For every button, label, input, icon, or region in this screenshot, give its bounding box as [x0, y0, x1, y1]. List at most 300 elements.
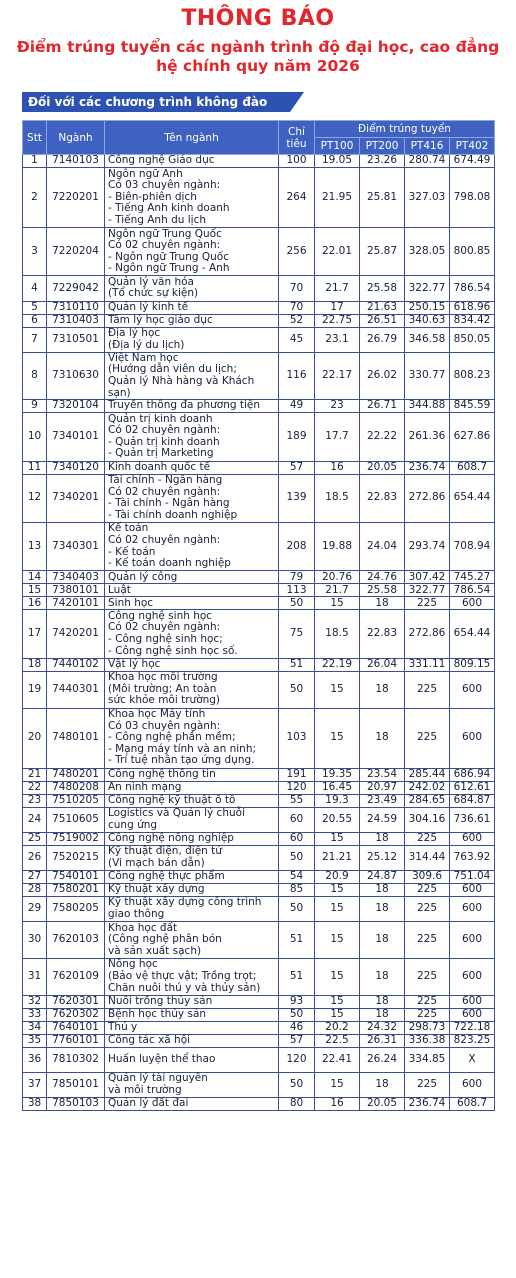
- cell-pt416: 336.38: [405, 1034, 450, 1047]
- cell-pt200: 22.83: [360, 474, 405, 522]
- cell-pt100: 21.7: [315, 584, 360, 597]
- header-name: Tên ngành: [105, 121, 279, 155]
- cell-pt416: 225: [405, 883, 450, 896]
- cell-pt100: 15: [315, 597, 360, 610]
- cell-quota: 57: [279, 461, 315, 474]
- cell-name: Quản lý công: [105, 571, 279, 584]
- table-row: [23, 832, 495, 845]
- cell-quota: 100: [279, 155, 315, 168]
- cell-pt402: 786.54: [450, 584, 495, 597]
- cell-pt416: 284.65: [405, 794, 450, 807]
- table-row: [23, 708, 495, 768]
- cell-code: 7440102: [47, 658, 105, 671]
- table-row: [23, 276, 495, 301]
- cell-quota: 49: [279, 400, 315, 413]
- cell-pt100: 22.41: [315, 1047, 360, 1072]
- cell-code: 7580205: [47, 896, 105, 921]
- cell-pt402: 618.96: [450, 301, 495, 314]
- cell-code: 7420201: [47, 610, 105, 658]
- cell-pt200: 18: [360, 995, 405, 1008]
- cell-quota: 51: [279, 958, 315, 995]
- table-row: [23, 671, 495, 708]
- cell-pt200: 18: [360, 883, 405, 896]
- cell-stt: 38: [23, 1098, 47, 1111]
- cell-pt416: 236.74: [405, 461, 450, 474]
- cell-pt100: 15: [315, 1008, 360, 1021]
- cell-stt: 23: [23, 794, 47, 807]
- cell-quota: 50: [279, 1072, 315, 1097]
- cell-quota: 139: [279, 474, 315, 522]
- cell-stt: 5: [23, 301, 47, 314]
- cell-code: 7140103: [47, 155, 105, 168]
- cell-stt: 27: [23, 870, 47, 883]
- cell-stt: 22: [23, 781, 47, 794]
- cell-pt402: 600: [450, 896, 495, 921]
- cell-pt416: 322.77: [405, 584, 450, 597]
- cell-pt416: 304.16: [405, 807, 450, 832]
- cell-pt100: 16: [315, 1098, 360, 1111]
- cell-stt: 24: [23, 807, 47, 832]
- cell-name: Kinh doanh quốc tế: [105, 461, 279, 474]
- admission-score-table: [22, 120, 495, 1111]
- cell-pt200: 26.04: [360, 658, 405, 671]
- table-row: [23, 896, 495, 921]
- cell-stt: 36: [23, 1047, 47, 1072]
- cell-quota: 256: [279, 228, 315, 276]
- cell-stt: 6: [23, 314, 47, 327]
- cell-pt402: 600: [450, 883, 495, 896]
- cell-quota: 85: [279, 883, 315, 896]
- cell-name: Tài chính - Ngân hàng Có 02 chuyên ngành: - Tài chính - Ngân hàng - Tài chính doanh nghiệp: [105, 474, 279, 522]
- cell-code: 7340101: [47, 413, 105, 461]
- header-pt100: PT100: [315, 138, 360, 155]
- cell-quota: 57: [279, 1034, 315, 1047]
- cell-pt402: 834.42: [450, 314, 495, 327]
- cell-name: Việt Nam học (Hướng dẫn viên du lịch; Quản lý Nhà hàng và Khách sạn): [105, 352, 279, 399]
- cell-code: 7760101: [47, 1034, 105, 1047]
- cell-stt: 3: [23, 228, 47, 276]
- cell-pt100: 23.1: [315, 327, 360, 352]
- cell-pt100: 19.35: [315, 768, 360, 781]
- cell-stt: 21: [23, 768, 47, 781]
- cell-pt416: 225: [405, 958, 450, 995]
- cell-stt: 33: [23, 1008, 47, 1021]
- cell-quota: 264: [279, 168, 315, 228]
- cell-code: 7580201: [47, 883, 105, 896]
- cell-pt100: 15: [315, 883, 360, 896]
- cell-pt416: 331.11: [405, 658, 450, 671]
- cell-quota: 103: [279, 708, 315, 768]
- table-row: [23, 1072, 495, 1097]
- cell-quota: 51: [279, 658, 315, 671]
- cell-name: An ninh mạng: [105, 781, 279, 794]
- cell-pt100: 16.45: [315, 781, 360, 794]
- header-stt: Stt: [23, 121, 47, 155]
- cell-pt416: 225: [405, 597, 450, 610]
- table-row: [23, 768, 495, 781]
- notice-title: THÔNG BÁO: [181, 6, 335, 31]
- cell-code: 7620301: [47, 995, 105, 1008]
- cell-pt416: 314.44: [405, 845, 450, 870]
- cell-pt402: 845.59: [450, 400, 495, 413]
- cell-quota: 45: [279, 327, 315, 352]
- cell-quota: 55: [279, 794, 315, 807]
- cell-pt200: 25.58: [360, 276, 405, 301]
- cell-pt416: 242.02: [405, 781, 450, 794]
- subtitle-line-2: hệ chính quy năm 2026: [156, 57, 360, 75]
- cell-name: Quản lý văn hóa (Tổ chức sự kiện): [105, 276, 279, 301]
- cell-pt100: 20.55: [315, 807, 360, 832]
- cell-pt200: 18: [360, 708, 405, 768]
- cell-quota: 60: [279, 832, 315, 845]
- table-row: [23, 1008, 495, 1021]
- cell-name: Quản lý đất đai: [105, 1098, 279, 1111]
- table-row: [23, 845, 495, 870]
- cell-pt100: 22.17: [315, 352, 360, 399]
- cell-pt402: 600: [450, 597, 495, 610]
- notice-subtitle: [0, 38, 516, 76]
- cell-code: 7380101: [47, 584, 105, 597]
- cell-code: 7850101: [47, 1072, 105, 1097]
- cell-pt200: 26.51: [360, 314, 405, 327]
- cell-pt100: 15: [315, 1072, 360, 1097]
- cell-code: 7310110: [47, 301, 105, 314]
- cell-pt100: 19.05: [315, 155, 360, 168]
- cell-stt: 17: [23, 610, 47, 658]
- cell-pt100: 15: [315, 671, 360, 708]
- cell-quota: 50: [279, 845, 315, 870]
- cell-pt402: 600: [450, 1072, 495, 1097]
- cell-pt402: 627.86: [450, 413, 495, 461]
- cell-name: Công nghệ thông tin: [105, 768, 279, 781]
- table-row: [23, 597, 495, 610]
- cell-pt200: 18: [360, 1008, 405, 1021]
- cell-quota: 75: [279, 610, 315, 658]
- cell-pt416: 340.63: [405, 314, 450, 327]
- cell-stt: 8: [23, 352, 47, 399]
- cell-pt402: 763.92: [450, 845, 495, 870]
- cell-pt416: 225: [405, 671, 450, 708]
- table-row: [23, 474, 495, 522]
- cell-stt: 20: [23, 708, 47, 768]
- cell-name: Công nghệ thực phẩm: [105, 870, 279, 883]
- cell-name: Quản trị kinh doanh Có 02 chuyên ngành: - Quản trị kinh doanh - Quản trị Marketing: [105, 413, 279, 461]
- cell-stt: 12: [23, 474, 47, 522]
- cell-code: 7420101: [47, 597, 105, 610]
- cell-quota: 51: [279, 922, 315, 959]
- cell-quota: 50: [279, 597, 315, 610]
- table-row: [23, 1098, 495, 1111]
- table-row: [23, 870, 495, 883]
- table-row: [23, 228, 495, 276]
- cell-stt: 9: [23, 400, 47, 413]
- cell-code: 7320104: [47, 400, 105, 413]
- cell-pt200: 18: [360, 832, 405, 845]
- header-pt416: PT416: [405, 138, 450, 155]
- table-row: [23, 1047, 495, 1072]
- cell-pt100: 22.5: [315, 1034, 360, 1047]
- cell-pt100: 17: [315, 301, 360, 314]
- cell-pt200: 26.71: [360, 400, 405, 413]
- cell-pt402: 600: [450, 1008, 495, 1021]
- cell-code: 7310403: [47, 314, 105, 327]
- cell-pt402: 850.05: [450, 327, 495, 352]
- cell-quota: 113: [279, 584, 315, 597]
- cell-pt200: 26.02: [360, 352, 405, 399]
- cell-name: Ngôn ngữ Trung Quốc Có 02 chuyên ngành: - Ngôn ngữ Trung Quốc - Ngôn ngữ Trung - Anh: [105, 228, 279, 276]
- cell-pt200: 25.58: [360, 584, 405, 597]
- cell-quota: 93: [279, 995, 315, 1008]
- cell-name: Ngôn ngữ Anh Có 03 chuyên ngành: - Biên-phiên dịch - Tiếng Anh kinh doanh - Tiếng Anh du lịch: [105, 168, 279, 228]
- cell-stt: 34: [23, 1021, 47, 1034]
- cell-pt100: 15: [315, 832, 360, 845]
- cell-name: Nuôi trồng thủy sản: [105, 995, 279, 1008]
- cell-code: 7620109: [47, 958, 105, 995]
- cell-stt: 26: [23, 845, 47, 870]
- cell-pt200: 24.32: [360, 1021, 405, 1034]
- cell-stt: 1: [23, 155, 47, 168]
- cell-quota: 50: [279, 896, 315, 921]
- cell-stt: 2: [23, 168, 47, 228]
- cell-stt: 7: [23, 327, 47, 352]
- cell-pt416: 344.88: [405, 400, 450, 413]
- cell-pt402: 600: [450, 671, 495, 708]
- cell-code: 7480208: [47, 781, 105, 794]
- cell-stt: 32: [23, 995, 47, 1008]
- cell-pt416: 280.74: [405, 155, 450, 168]
- header-scores: Điểm trúng tuyển: [315, 121, 495, 138]
- cell-pt100: 19.88: [315, 522, 360, 570]
- cell-pt100: 16: [315, 461, 360, 474]
- cell-pt402: 600: [450, 922, 495, 959]
- cell-quota: 70: [279, 276, 315, 301]
- cell-code: 7220201: [47, 168, 105, 228]
- cell-stt: 14: [23, 571, 47, 584]
- cell-pt200: 18: [360, 896, 405, 921]
- cell-code: 7519002: [47, 832, 105, 845]
- table-row: [23, 781, 495, 794]
- cell-name: Kế toán Có 02 chuyên ngành: - Kế toán - Kế toán doanh nghiệp: [105, 522, 279, 570]
- cell-name: Bệnh học thủy sản: [105, 1008, 279, 1021]
- cell-pt100: 17.7: [315, 413, 360, 461]
- cell-pt402: 608.7: [450, 461, 495, 474]
- table-row: [23, 794, 495, 807]
- cell-name: Khoa học môi trường (Môi trường; An toàn sức khỏe môi trường): [105, 671, 279, 708]
- cell-pt416: 346.58: [405, 327, 450, 352]
- cell-name: Vật lý học: [105, 658, 279, 671]
- cell-pt416: 225: [405, 832, 450, 845]
- cell-name: Sinh học: [105, 597, 279, 610]
- cell-pt416: 327.03: [405, 168, 450, 228]
- cell-quota: 80: [279, 1098, 315, 1111]
- cell-pt416: 330.77: [405, 352, 450, 399]
- section-label: Đối với các chương trình không đào: [22, 92, 290, 112]
- cell-pt402: 600: [450, 832, 495, 845]
- cell-code: 7480101: [47, 708, 105, 768]
- cell-pt200: 23.49: [360, 794, 405, 807]
- cell-code: 7340201: [47, 474, 105, 522]
- cell-pt402: 686.94: [450, 768, 495, 781]
- cell-pt402: 654.44: [450, 610, 495, 658]
- cell-stt: 10: [23, 413, 47, 461]
- cell-pt100: 20.9: [315, 870, 360, 883]
- cell-name: Luật: [105, 584, 279, 597]
- cell-stt: 25: [23, 832, 47, 845]
- header-pt402: PT402: [450, 138, 495, 155]
- header-pt200: PT200: [360, 138, 405, 155]
- cell-pt100: 21.21: [315, 845, 360, 870]
- cell-pt200: 20.97: [360, 781, 405, 794]
- cell-code: 7340120: [47, 461, 105, 474]
- cell-pt100: 22.19: [315, 658, 360, 671]
- table-body: [23, 155, 495, 1111]
- table-row: [23, 571, 495, 584]
- header-code: Ngành: [47, 121, 105, 155]
- cell-pt402: 600: [450, 708, 495, 768]
- cell-stt: 30: [23, 922, 47, 959]
- cell-quota: 120: [279, 781, 315, 794]
- cell-stt: 35: [23, 1034, 47, 1047]
- table-row: [23, 958, 495, 995]
- cell-pt402: 823.25: [450, 1034, 495, 1047]
- cell-code: 7620103: [47, 922, 105, 959]
- table-row: [23, 883, 495, 896]
- cell-pt416: 309.6: [405, 870, 450, 883]
- cell-pt100: 15: [315, 708, 360, 768]
- table-row: [23, 584, 495, 597]
- cell-name: Huấn luyện thể thao: [105, 1047, 279, 1072]
- cell-pt402: 751.04: [450, 870, 495, 883]
- cell-name: Khoa học đất (Công nghệ phân bón và sản xuất sạch): [105, 922, 279, 959]
- cell-pt402: 612.61: [450, 781, 495, 794]
- cell-pt416: 272.86: [405, 474, 450, 522]
- cell-pt416: 298.73: [405, 1021, 450, 1034]
- cell-pt402: 736.61: [450, 807, 495, 832]
- cell-name: Truyền thông đa phương tiện: [105, 400, 279, 413]
- table-row: [23, 400, 495, 413]
- cell-pt416: 250.15: [405, 301, 450, 314]
- cell-quota: 54: [279, 870, 315, 883]
- cell-name: Công tác xã hội: [105, 1034, 279, 1047]
- cell-pt200: 24.59: [360, 807, 405, 832]
- cell-pt402: 600: [450, 958, 495, 995]
- table-row: [23, 352, 495, 399]
- cell-stt: 31: [23, 958, 47, 995]
- cell-pt416: 285.44: [405, 768, 450, 781]
- table-row: [23, 327, 495, 352]
- cell-pt402: 600: [450, 995, 495, 1008]
- table-row: [23, 1034, 495, 1047]
- cell-pt200: 21.63: [360, 301, 405, 314]
- cell-name: Logistics và Quản lý chuỗi cung ứng: [105, 807, 279, 832]
- table-row: [23, 807, 495, 832]
- cell-pt200: 23.54: [360, 768, 405, 781]
- cell-pt200: 25.87: [360, 228, 405, 276]
- cell-name: Nông học (Bảo vệ thực vật; Trồng trọt; Chăn nuôi thú y và thủy sản): [105, 958, 279, 995]
- cell-name: Quản lý kinh tế: [105, 301, 279, 314]
- cell-code: 7480201: [47, 768, 105, 781]
- cell-quota: 116: [279, 352, 315, 399]
- cell-quota: 79: [279, 571, 315, 584]
- cell-quota: 50: [279, 671, 315, 708]
- cell-pt416: 272.86: [405, 610, 450, 658]
- cell-pt200: 23.26: [360, 155, 405, 168]
- cell-code: 7440301: [47, 671, 105, 708]
- cell-stt: 29: [23, 896, 47, 921]
- cell-pt416: 225: [405, 1072, 450, 1097]
- table-row: [23, 1021, 495, 1034]
- cell-pt100: 18.5: [315, 474, 360, 522]
- cell-pt100: 20.76: [315, 571, 360, 584]
- cell-pt402: X: [450, 1047, 495, 1072]
- cell-code: 7540101: [47, 870, 105, 883]
- cell-pt100: 22.75: [315, 314, 360, 327]
- cell-pt416: 225: [405, 922, 450, 959]
- table-row: [23, 413, 495, 461]
- cell-stt: 19: [23, 671, 47, 708]
- cell-pt402: 809.15: [450, 658, 495, 671]
- cell-pt200: 22.22: [360, 413, 405, 461]
- cell-quota: 189: [279, 413, 315, 461]
- cell-code: 7310630: [47, 352, 105, 399]
- cell-pt100: 15: [315, 922, 360, 959]
- table-row: [23, 658, 495, 671]
- subtitle-line-1: Điểm trúng tuyển các ngành trình độ đại học, cao đẳng: [16, 38, 500, 56]
- table-row: [23, 922, 495, 959]
- cell-pt402: 708.94: [450, 522, 495, 570]
- cell-code: 7340301: [47, 522, 105, 570]
- cell-pt402: 608.7: [450, 1098, 495, 1111]
- cell-pt200: 25.12: [360, 845, 405, 870]
- cell-stt: 15: [23, 584, 47, 597]
- cell-code: 7620302: [47, 1008, 105, 1021]
- cell-pt200: 22.83: [360, 610, 405, 658]
- cell-pt200: 24.04: [360, 522, 405, 570]
- cell-pt100: 23: [315, 400, 360, 413]
- cell-pt200: 24.76: [360, 571, 405, 584]
- cell-pt200: 20.05: [360, 1098, 405, 1111]
- cell-pt402: 684.87: [450, 794, 495, 807]
- cell-quota: 46: [279, 1021, 315, 1034]
- cell-stt: 4: [23, 276, 47, 301]
- cell-stt: 13: [23, 522, 47, 570]
- table-row: [23, 610, 495, 658]
- cell-pt416: 334.85: [405, 1047, 450, 1072]
- cell-code: 7810302: [47, 1047, 105, 1072]
- cell-pt200: 18: [360, 671, 405, 708]
- cell-pt200: 18: [360, 597, 405, 610]
- cell-name: Công nghệ kỹ thuật ô tô: [105, 794, 279, 807]
- cell-pt416: 225: [405, 1008, 450, 1021]
- cell-quota: 52: [279, 314, 315, 327]
- cell-pt100: 15: [315, 995, 360, 1008]
- cell-pt416: 225: [405, 995, 450, 1008]
- cell-pt402: 800.85: [450, 228, 495, 276]
- cell-pt416: 293.74: [405, 522, 450, 570]
- cell-stt: 37: [23, 1072, 47, 1097]
- cell-name: Kỹ thuật xây dựng công trình giao thông: [105, 896, 279, 921]
- table-row: [23, 301, 495, 314]
- cell-stt: 16: [23, 597, 47, 610]
- cell-name: Công nghệ sinh học Có 02 chuyên ngành: - Công nghệ sinh học; - Công nghệ sinh học số.: [105, 610, 279, 658]
- cell-pt200: 26.79: [360, 327, 405, 352]
- cell-pt402: 674.49: [450, 155, 495, 168]
- cell-name: Kỹ thuật điện, điện tử (Vi mạch bán dẫn): [105, 845, 279, 870]
- cell-quota: 60: [279, 807, 315, 832]
- cell-pt200: 26.31: [360, 1034, 405, 1047]
- cell-pt200: 20.05: [360, 461, 405, 474]
- cell-code: 7220204: [47, 228, 105, 276]
